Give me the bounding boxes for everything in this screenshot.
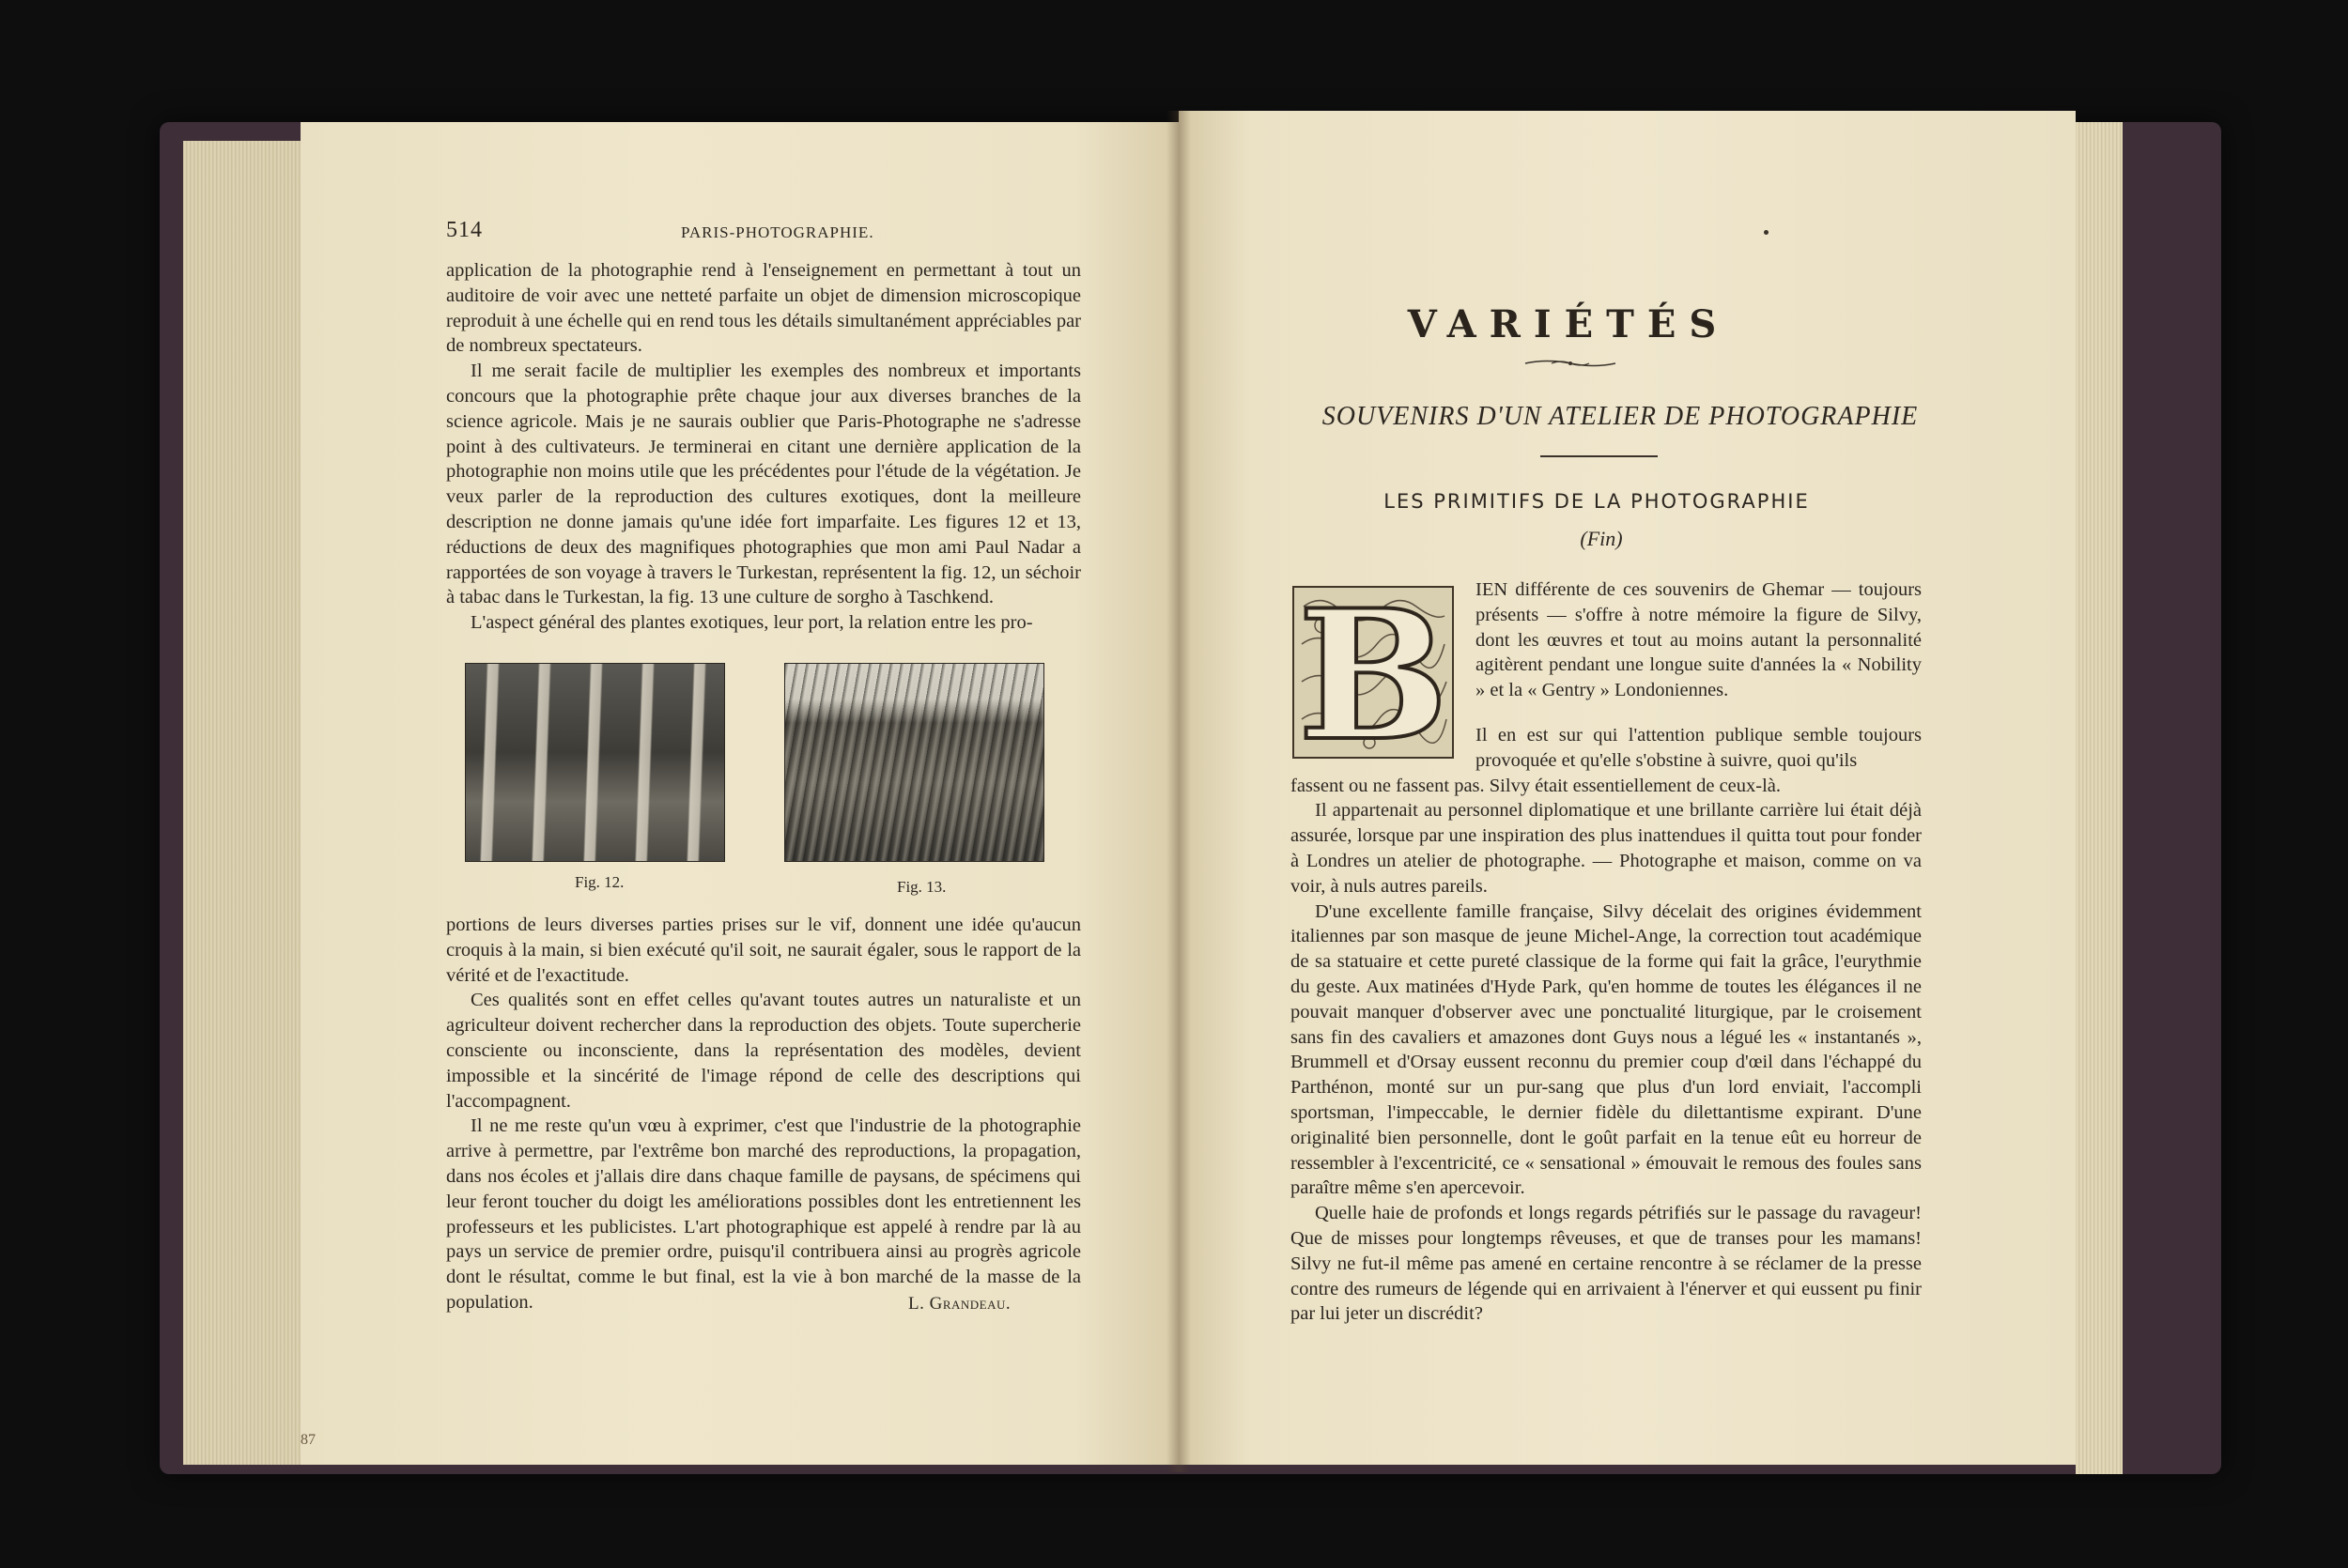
first-paragraph xyxy=(1475,577,1922,703)
divider-rule xyxy=(1540,455,1658,457)
figure-12-photo xyxy=(465,663,725,862)
right-text-body xyxy=(1290,723,1922,1327)
drop-cap-letter: B xyxy=(1297,571,1449,780)
running-title: PARIS-PHOTOGRAPHIE. xyxy=(681,223,874,241)
figure-12-caption: Fig. 12. xyxy=(575,873,625,891)
paragraph: Il ne me reste qu'un vœu à exprimer, c'est que l'industrie de la photographie arrive à permettre, par l'extrême bon marché des reproductions, la propagation, dans nos écoles et j'allais dire dans chaque famille de paysans, de spécimens qui leur feront toucher du doigt les améliorations possibles dont les entretiennent les professeurs et les publicistes. L'art photographique est appelé à rendre par là au pays un service de premier ordre, puisqu'il contribuera ainsi au progrès agricole dont le résultat, comme le but final, est la vie à bon marché de la masse de la population. xyxy=(446,1115,1081,1313)
paragraph: Il appartenait au personnel diplomatique et une brillante carrière lui était déjà assurée, lorsque par une inspiration des plus inattendues il quitta tout pour fonder à Londres un atelier de photographe. — Photographe et maison, comme on va voir, à nuls autres pareils. xyxy=(1290,800,1922,897)
paragraph: D'une excellente famille française, Silvy décelait des origines évidemment italiennes par son masque de jeune Michel-Ange, la correction tout académique de sa statuaire et cette pureté classique de la forme qui fait la grâce, l'eurythmie du geste. Aux matinées d'Hyde Park, qu'en homme de toutes les élégances il ne pouvait manquer d'observer avec une ponctualité liturgique, par le croisement sans fin des cavaliers et amazones dont Guys nous a légué les « instantanés », Brummell et d'Orsay eussent reconnu du premier coup d'œil dans l'échappé du Parthénon, monté sur un pur-sang que plus d'un lord enviait, l'accompli sportsman, l'impeccable, le dernier fidèle du dilettantisme expirant. D'une originalité bien personnelle, dont le goût parfait en la tenue eût eu horreur de ressembler à l'excentricité, ce « sensational » émouvait le remous des foules sans paraître même s'en apercevoir. xyxy=(1290,900,1922,1199)
figure-13-photo xyxy=(784,663,1044,862)
author-signature: L. Grandeau. xyxy=(908,1294,1012,1314)
left-running-head xyxy=(446,218,1104,243)
page-edges-right xyxy=(2076,122,2123,1474)
paragraph: application de la photographie rend à l'enseignement en permettant à tout un auditoire de voir avec une netteté parfaite un objet de dimension microscopique reproduit à une échelle qui en rend tous les détails simultanément appréciables par de nombreux spectateurs. xyxy=(446,260,1081,357)
paragraph: L'aspect général des plantes exotiques, leur port, la relation entre les pro- xyxy=(471,612,1033,634)
left-text-top xyxy=(446,258,1081,636)
right-text-head xyxy=(1475,577,1922,703)
page-edges-left xyxy=(183,141,301,1465)
article-subtitle: SOUVENIRS D'UN ATELIER DE PHOTOGRAPHIE xyxy=(1321,402,1919,431)
section-heading: VARIÉTÉS xyxy=(1407,302,1730,346)
left-text-bottom xyxy=(446,913,1081,1315)
paragraph: Quelle haie de profonds et longs regards pétrifiés sur le passage du ravageur! Que de misses pour longtemps rêveuses, et que de transes pour les mamans! Silvy ne fut-il même pas amené en certaine rencontre à se réclamer de la presse contre des rumeurs de légende qui en arrivaient à l'énerver et qui eussent pu finir par lui jeter un discrédit? xyxy=(1290,1203,1922,1325)
paragraph: portions de leurs diverses parties prises sur le vif, donnent une idée qu'aucun croquis à la main, si bien exécuté qu'il soit, ne saurait égaler, sous le rapport de la vérité et de l'exactitude. xyxy=(446,915,1081,986)
paragraph: Il me serait facile de multiplier les exemples des nombreux et importants concours que la photographie prête chaque jour aux diverses branches de la science agricole. Mais je ne saurais oublier que Paris-Photographe ne s'adresse point à des cultivateurs. Je terminerai en citant une dernière application de la photographie non moins utile que les précédentes pour l'étude de la végétation. Je veux parler de la reproduction des cultures exotiques, dont la meilleure description ne donne jamais qu'une idée fort imparfaite. Les figures 12 et 13, réductions de deux des magnifiques photographies que mon ami Paul Nadar a rapportées de son voyage à travers le Turkestan, représentent la fig. 12, un séchoir à tabac dans le Turkestan, la fig. 13 une culture de sorgho à Taschkend. xyxy=(446,361,1081,608)
fin-note: (Fin) xyxy=(1580,527,1623,550)
lead-in: IEN xyxy=(1475,579,1508,600)
paragraph: Ces qualités sont en effet celles qu'avant toutes autres un naturaliste et un agriculteur doivent rechercher dans la reproduction des objets. Toute supercherie consciente ou inconsciente, dans la représentation des modèles, devient impossible et la sincérité de l'image répond de celle des descriptions qui l'accompagnent. xyxy=(446,990,1081,1112)
ornament-flourish-icon xyxy=(1523,357,1617,370)
paragraph: Il en est sur qui l'attention publique semble toujours provoquée et qu'elle s'obstine à suivre, quoi qu'ils xyxy=(1475,725,1922,771)
folio-mark: 87 xyxy=(301,1432,316,1448)
page-number: 514 xyxy=(446,218,483,242)
printer-dot xyxy=(1764,230,1769,235)
paragraph-text: différente de ces souvenirs de Ghemar — toujours présents — s'offre à notre mémoire la figure de Silvy, dont les œuvres et tout au moins autant la personnalité agitèrent pendant une longue suite d'années la « Nobility » et la « Gentry » Londoniennes. xyxy=(1475,579,1922,701)
section-title: LES PRIMITIFS DE LA PHOTOGRAPHIE xyxy=(1383,490,1810,513)
paragraph: fassent ou ne fassent pas. Silvy était essentiellement de ceux-là. xyxy=(1290,775,1782,796)
book-gutter xyxy=(1166,111,1191,1472)
figure-13-caption: Fig. 13. xyxy=(897,878,947,896)
